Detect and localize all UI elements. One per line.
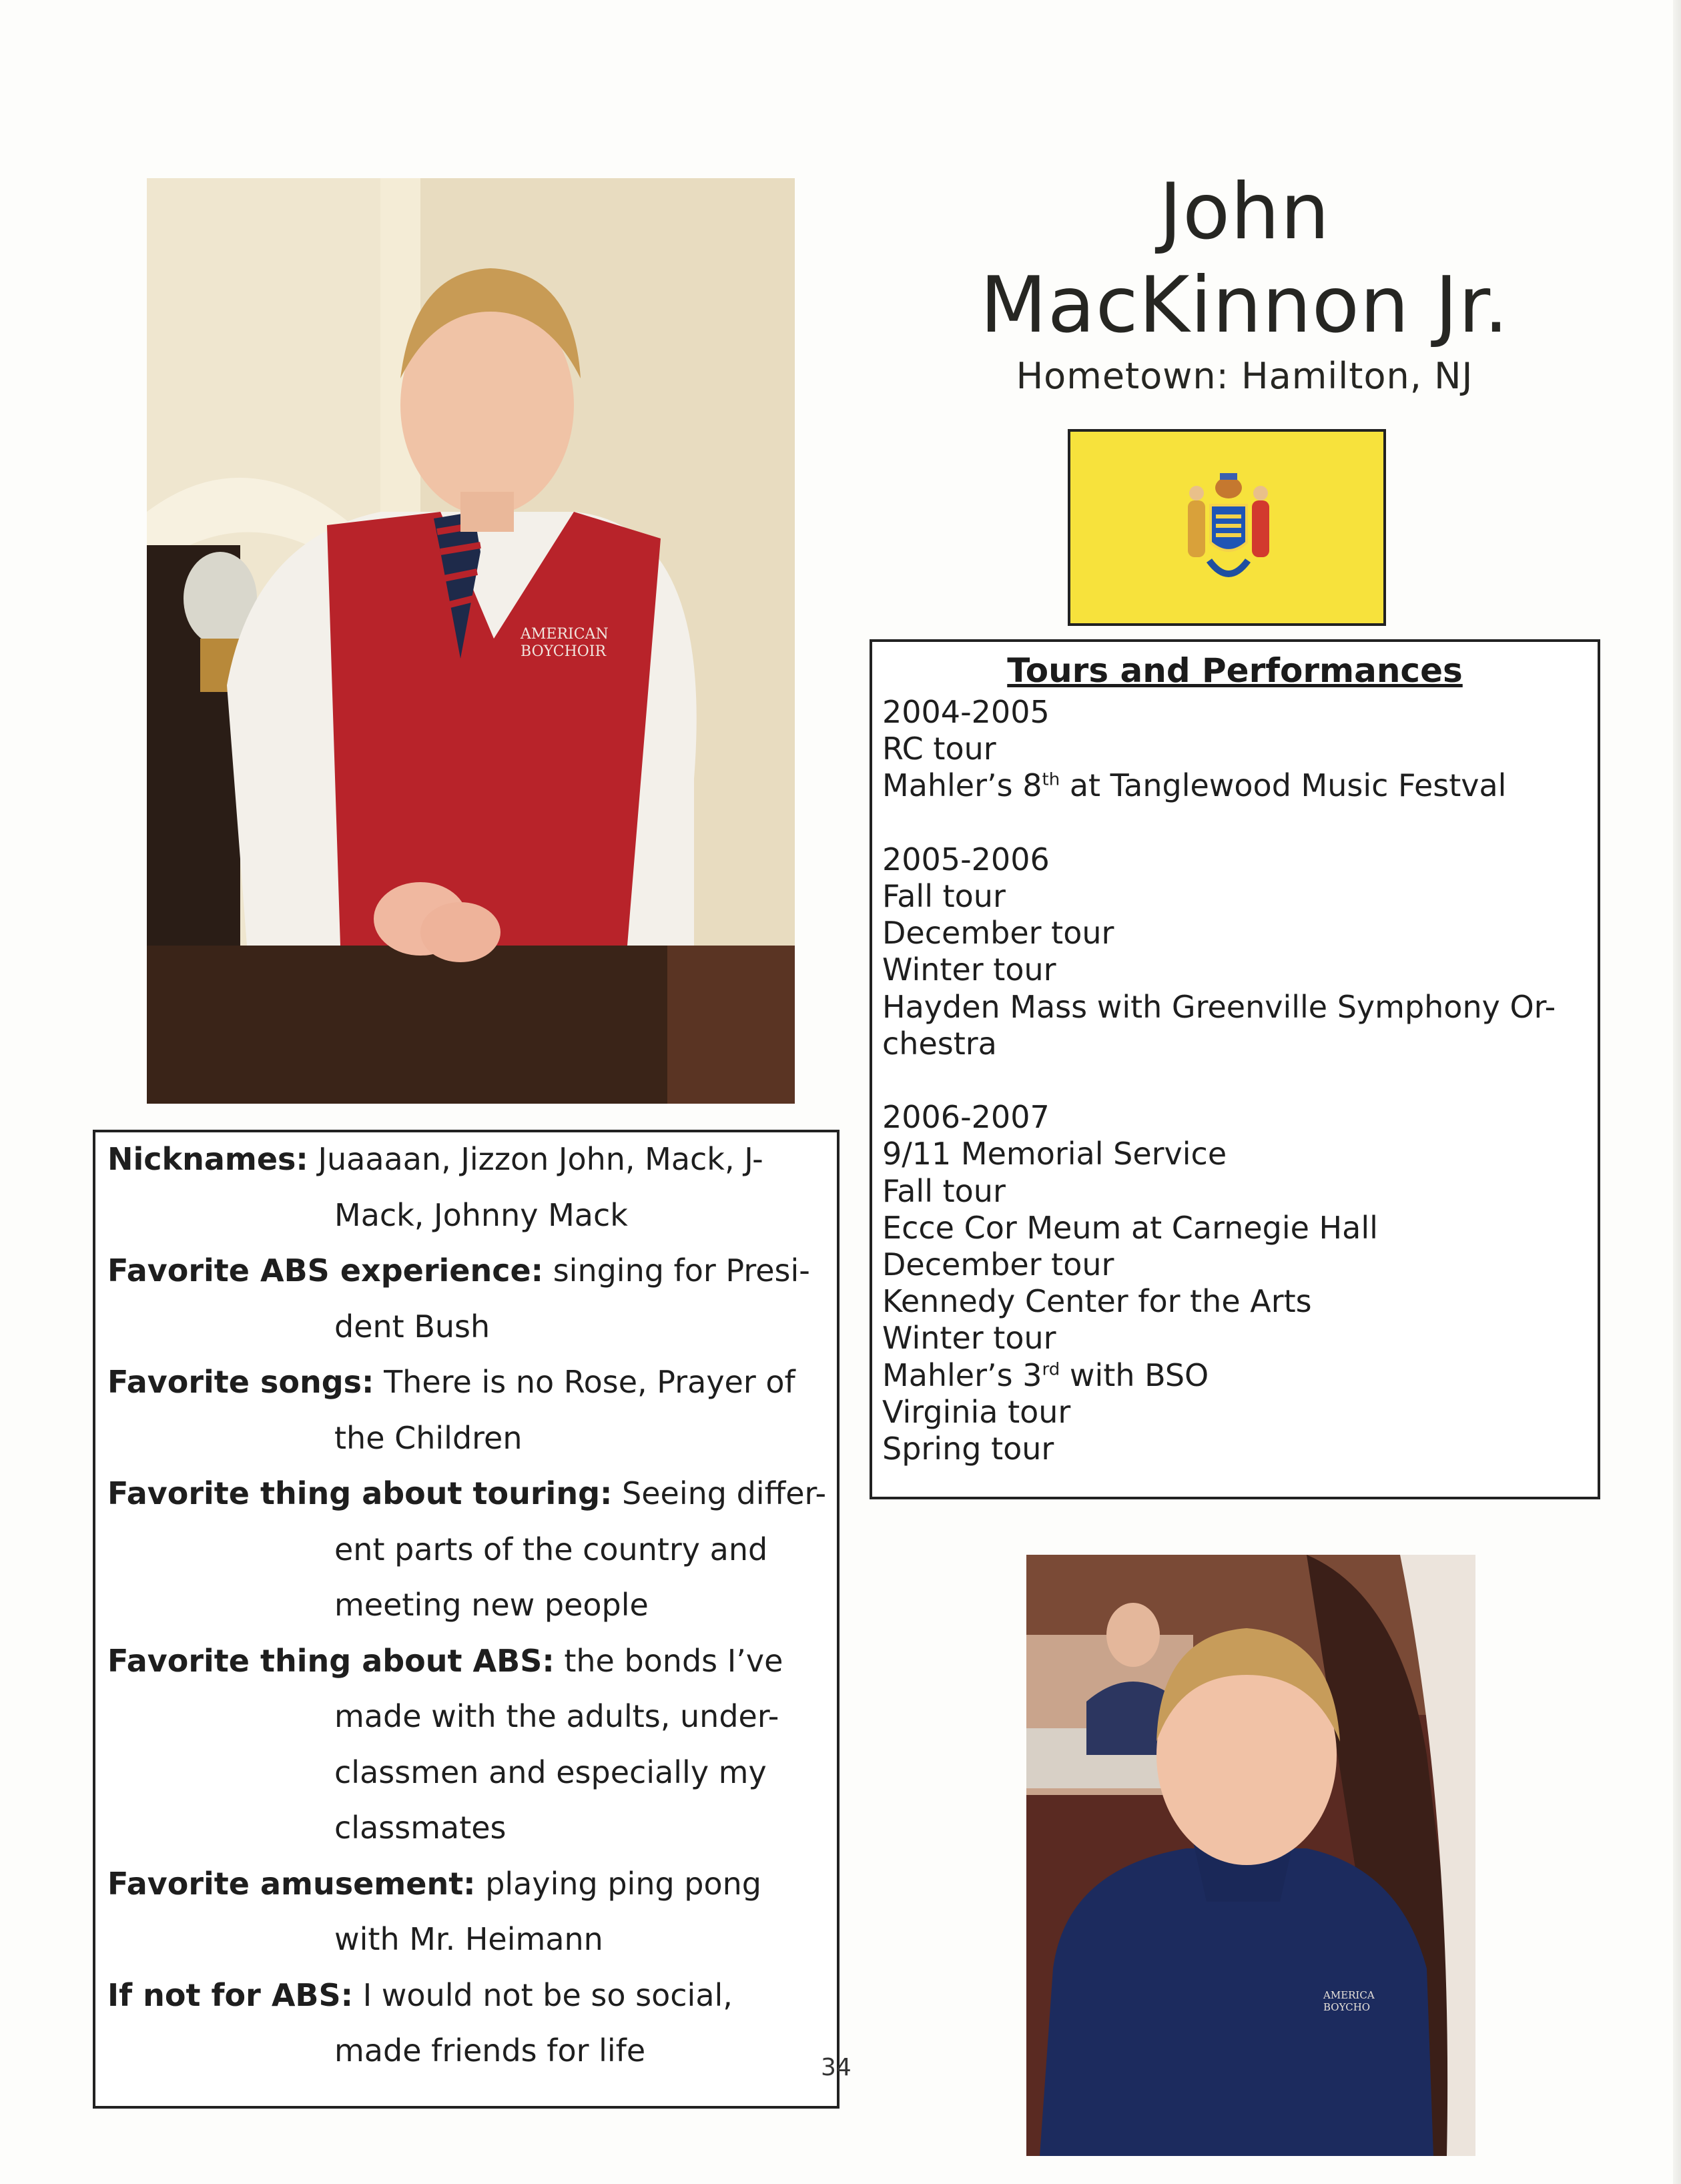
profile-answer-line: Mack, Johnny Mack: [334, 1196, 628, 1233]
profile-answer-line: classmen and especially my: [334, 1754, 767, 1790]
hometown: Hometown: Hamilton, NJ: [1016, 355, 1473, 397]
profile-question-line: Favorite thing about ABS: the bonds I’ve: [107, 1642, 783, 1679]
tour-line: Fall tour: [882, 1172, 1006, 1209]
tour-line: Winter tour: [882, 1320, 1056, 1357]
vest-badge-text: BOYCHOIR: [521, 643, 607, 660]
tour-line: Mahler’s 3rd with BSO: [882, 1357, 1209, 1393]
profile-question-line: Favorite songs: There is no Rose, Prayer of: [107, 1364, 795, 1400]
profile-answer-line: with Mr. Heimann: [334, 1921, 603, 1957]
profile-question-line: Favorite thing about touring: Seeing differ-: [107, 1475, 827, 1511]
tour-line: Spring tour: [882, 1431, 1054, 1467]
tours-heading: Tours and Performances: [1007, 651, 1463, 690]
tour-line: December tour: [882, 915, 1114, 952]
profile-answer-line: the Children: [334, 1419, 523, 1456]
tour-line: Mahler’s 8th at Tanglewood Music Festval: [882, 767, 1507, 804]
tour-line: December tour: [882, 1246, 1114, 1283]
vest-badge-text: AMERICAN: [521, 626, 609, 643]
profile-answer-line: classmates: [334, 1810, 507, 1846]
polo-badge-text: AMERICA: [1323, 1989, 1375, 2001]
profile-answer-line: meeting new people: [334, 1587, 649, 1623]
profile-box: [93, 1130, 839, 2109]
tour-line: 2004-2005: [882, 694, 1050, 730]
page-edge: [1673, 0, 1681, 2184]
profile-question-line: Favorite amusement: playing ping pong: [107, 1865, 761, 1902]
name-last-line: MacKinnon Jr.: [980, 260, 1509, 350]
tour-line: 2005-2006: [882, 841, 1050, 877]
profile-question-line: Nicknames: Juaaaan, Jizzon John, Mack, J-: [107, 1141, 763, 1177]
candid-photo: [1026, 1555, 1475, 2156]
tour-line: Fall tour: [882, 878, 1006, 914]
tour-line: 2006-2007: [882, 1099, 1050, 1136]
profile-question-line: If not for ABS: I would not be so social,: [107, 1976, 733, 2013]
new-jersey-state-seal-icon: [1169, 464, 1288, 591]
profile-answer-line: ent parts of the country and: [334, 1531, 768, 1567]
new-jersey-flag: [1068, 429, 1386, 626]
tour-line: Ecce Cor Meum at Carnegie Hall: [882, 1209, 1378, 1246]
tour-line: 9/11 Memorial Service: [882, 1136, 1227, 1172]
tours-and-performances-box: [870, 639, 1600, 1499]
name-first-line: John: [1158, 167, 1331, 257]
tour-line: Virginia tour: [882, 1393, 1071, 1430]
profile-answer-line: made with the adults, under-: [334, 1698, 779, 1734]
tour-line: RC tour: [882, 731, 996, 767]
profile-answer-line: made friends for life: [334, 2033, 646, 2069]
tour-line: Winter tour: [882, 952, 1056, 988]
tour-line: chestra: [882, 1025, 997, 1062]
page-number: 34: [821, 2054, 852, 2081]
tour-line: Hayden Mass with Greenville Symphony Or-: [882, 988, 1556, 1025]
tour-line: Kennedy Center for the Arts: [882, 1283, 1312, 1320]
portrait-photo: [147, 178, 795, 1104]
profile-question-line: Favorite ABS experience: singing for Presi-: [107, 1252, 810, 1289]
polo-badge-text: BOYCHO: [1323, 2001, 1371, 2013]
profile-answer-line: dent Bush: [334, 1308, 490, 1345]
